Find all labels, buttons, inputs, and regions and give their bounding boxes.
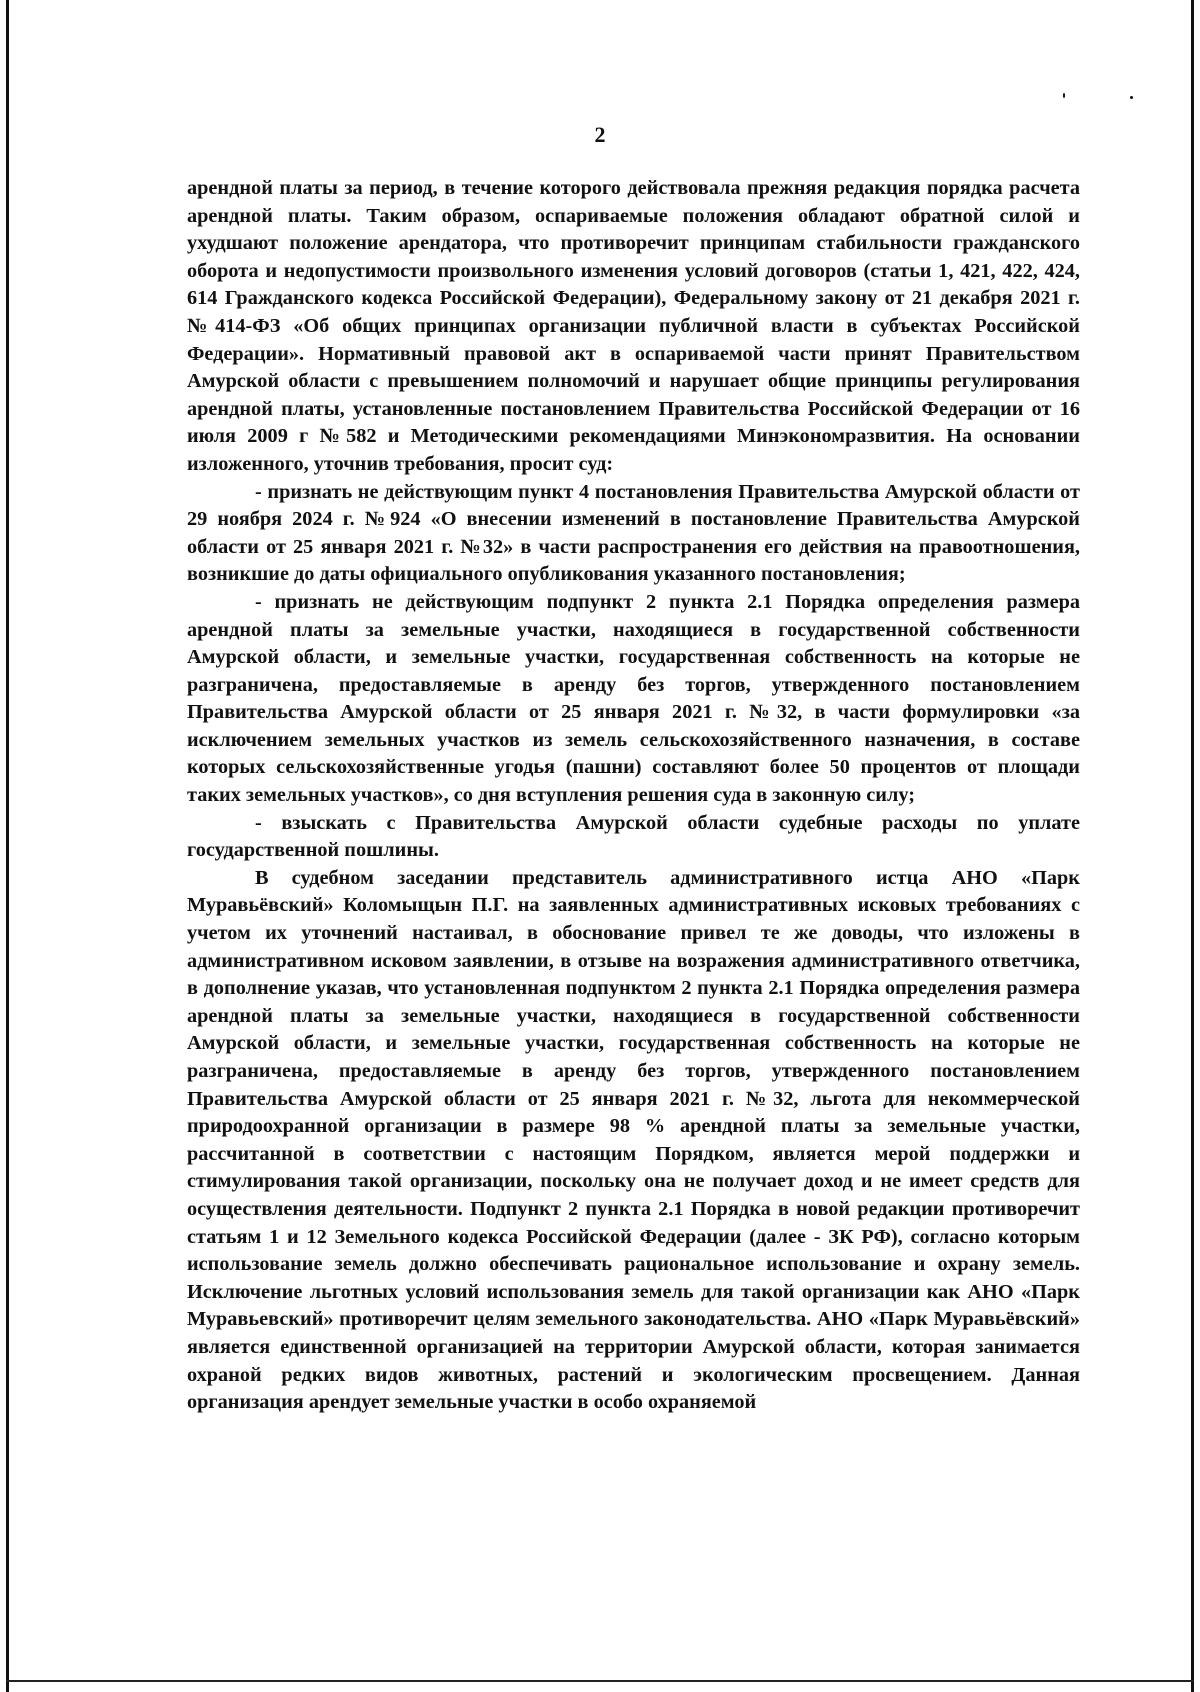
scan-speck bbox=[1130, 96, 1133, 99]
scan-speck bbox=[1063, 93, 1065, 98]
page-number: 2 bbox=[594, 122, 606, 147]
document-body bbox=[187, 175, 1080, 1417]
scan-edge-right bbox=[1191, 0, 1194, 1692]
scan-edge-left bbox=[6, 0, 9, 1692]
paragraph: - признать не действующим подпункт 2 пункта 2.1 Порядка определения размера арендной платы за земельные участки, находящиеся в государственной собственности Амурской области, и земельные участки, государственная собственность на которые не разграничена, предоставляемые в аренду без торгов, утвержденного постановлением Правительства Амурской области от 25 января 2021 г. №32, в части формулировки «за исключением земельных участков из земель сельскохозяйственного назначения, в составе которых сельскохозяйственные угодья (пашни) составляют более 50 процентов от площади таких земельных участков», со дня вступления решения суда в законную силу; bbox=[187, 590, 1080, 807]
paragraph: - взыскать с Правительства Амурской области судебные расходы по уплате государственной пошлины. bbox=[187, 811, 1080, 862]
paragraph: - признать не действующим пункт 4 постановления Правительства Амурской области от 29 ноября 2024 г. №924 «О внесении изменений в постановление Правительства Амурской области от 25 января 2021 г. №32» в части распространения его действия на правоотношения, возникшие до даты официального опубликования указанного постановления; bbox=[187, 480, 1080, 586]
paragraph: арендной платы за период, в течение которого действовала прежняя редакция порядка расчета арендной платы. Таким образом, оспариваемые положения обладают обратной силой и ухудшают положение арендатора, что противоречит принципам стабильности гражданского оборота и недопустимости произвольного изменения условий договоров (статьи 1, 421, 422, 424, 614 Гражданского кодекса Российской Федерации), Федеральному закону от 21 декабря 2021 г. №414-ФЗ «Об общих принципах организации публичной власти в субъектах Российской Федерации». Нормативный правовой акт в оспариваемой части принят Правительством Амурской области с превышением полномочий и нарушает общие принципы регулирования арендной платы, установленные постановлением Правительства Российской Федерации от 16 июля 2009 г №582 и Методическими рекомендациями Минэкономразвития. На основании изложенного, уточнив требования, просит суд: bbox=[187, 177, 1080, 475]
paragraph: В судебном заседании представитель административного истца АНО «Парк Муравьёвский» Коломыщын П.Г. на заявленных административных исковых требованиях с учетом их уточнений настаивал, в обоснование привел те же доводы, что изложены в административном исковом заявлении, в отзыве на возражения административного ответчика, в дополнение указав, что установленная подпунктом 2 пункта 2.1 Порядка определения размера арендной платы за земельные участки, находящиеся в государственной собственности Амурской области, и земельные участки, государственная собственность на которые не разграничена, предоставляемые в аренду без торгов, утвержденного постановлением Правительства Амурской области от 25 января 2021 г. №32, льгота для некоммерческой природоохранной организации в размере 98 % арендной платы за земельные участки, рассчитанной в соответствии с настоящим Порядком, является мерой поддержки и стимулирования такой организации, поскольку она не получает доход и не имеет средств для осуществления деятельности. Подпункт 2 пункта 2.1 Порядка в новой редакции противоречит статьям 1 и 12 Земельного кодекса Российской Федерации (далее - ЗК РФ), согласно которым использование земель должно обеспечивать рациональное использование и охрану земель. Исключение льготных условий использования земель для такой организации как АНО «Парк Муравьевский» противоречит целям земельного законодательства. АНО «Парк Муравьёвский» является единственной организацией на территории Амурской области, которая занимается охраной редких видов животных, растений и экологическим просвещением. Данная организация арендует земельные участки в особо охраняемой bbox=[187, 866, 1080, 1414]
scan-edge-bottom bbox=[6, 1680, 1194, 1682]
